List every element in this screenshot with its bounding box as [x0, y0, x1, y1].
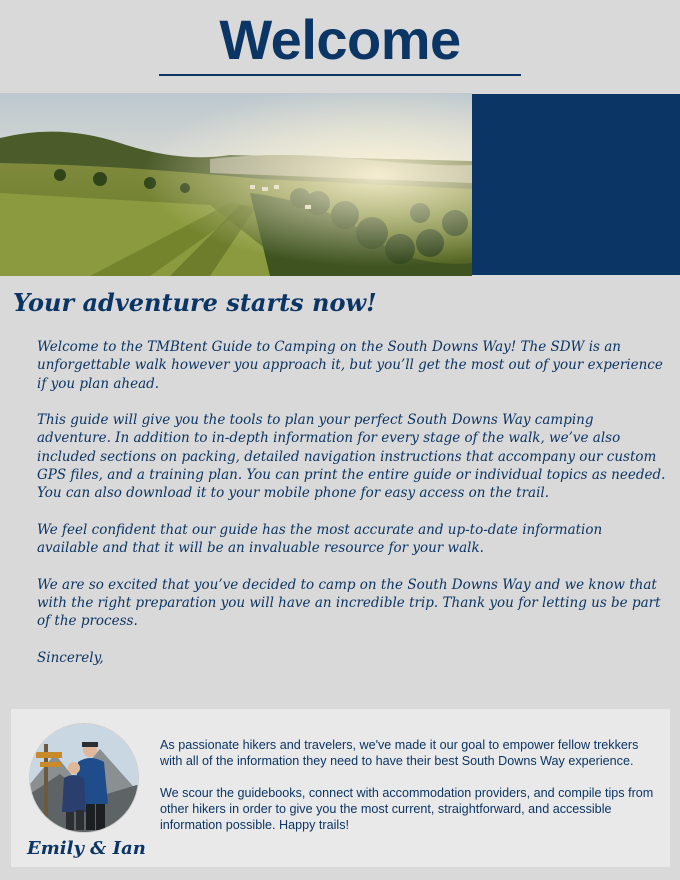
about-paragraph: We scour the guidebooks, connect with accommodation providers, and compile tips from other hikers in order to give you the most current, straightforward, and accessible information possible. Happy trails!: [160, 786, 654, 832]
page-title: Welcome: [219, 8, 461, 71]
intro-paragraph: This guide will give you the tools to plan your perfect South Downs Way camping adventure. In addition to in-depth information for every stage of the walk, we’ve also included sections on packing, detailed navigation instructions that accompany our custom GPS files, and a training plan. You can print the entire guide or individual topics as needed. You can also download it to your mobile phone for easy access on the trail.: [37, 412, 666, 502]
title-underline: [159, 74, 521, 76]
hero-image: [0, 93, 472, 276]
hero-color-block: [472, 94, 680, 275]
intro-heading: Your adventure starts now!: [13, 288, 377, 317]
intro-paragraph: Welcome to the TMBtent Guide to Camping on the South Downs Way! The SDW is an unforgettable walk however you approach it, but you’ll get the most out of your experience if you plan ahead.: [37, 339, 663, 392]
intro-paragraph: We are so excited that you’ve decided to camp on the South Downs Way and we know that with the right preparation you will have an incredible trip. Thank you for letting us be part of the process.: [37, 576, 661, 630]
about-card: [11, 709, 670, 867]
authors-photo: [29, 723, 139, 833]
intro-body: [37, 338, 667, 667]
about-text: [160, 737, 660, 833]
sign-off: Sincerely,: [37, 650, 104, 667]
authors-names: Emily & Ian: [27, 838, 146, 859]
about-paragraph: As passionate hikers and travelers, we've made it our goal to empower fellow trekkers with all of the information they need to have their best South Downs Way experience.: [160, 738, 639, 768]
intro-paragraph: We feel confident that our guide has the most accurate and up-to-date information available and that it will be an invaluable resource for your walk.: [37, 521, 603, 557]
